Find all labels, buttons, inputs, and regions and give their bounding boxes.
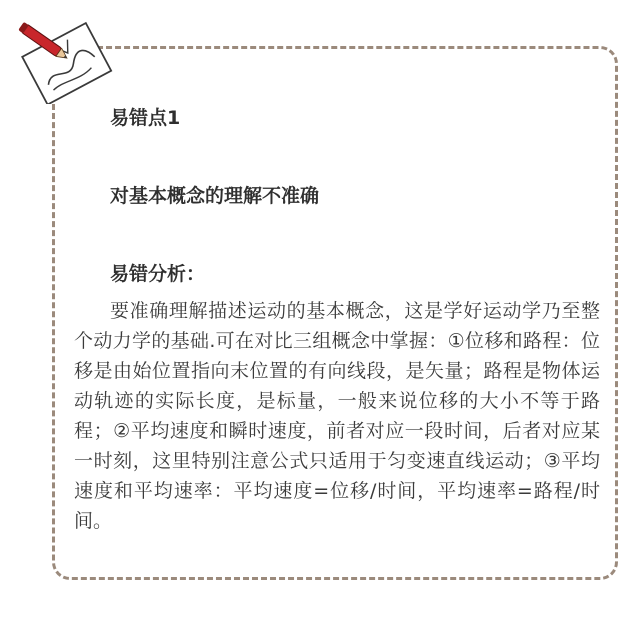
card-title: 易错点1 [110,107,181,129]
card-content [74,104,600,555]
analysis-label: 易错分析： [110,263,206,285]
note-pencil-icon [14,18,114,104]
card-subtitle: 对基本概念的理解不准确 [110,185,320,207]
analysis-body: 要准确理解描述运动的基本概念，这是学好运动学乃至整个动力学的基础.可在对比三组概念中掌握：①位移和路程：位移是由始位置指向末位置的有向线段，是矢量；路程是物体运动轨迹的实际长度，是标量，一般来说位移的大小不等于路程；②平均速度和瞬时速度，前者对应一段时间，后者对应某一时刻，这里特别注意公式只适用于匀变速直线运动；③平均速度和平均速率：平均速度=位移/时间，平均速率=路程/时间。 [74,300,600,532]
